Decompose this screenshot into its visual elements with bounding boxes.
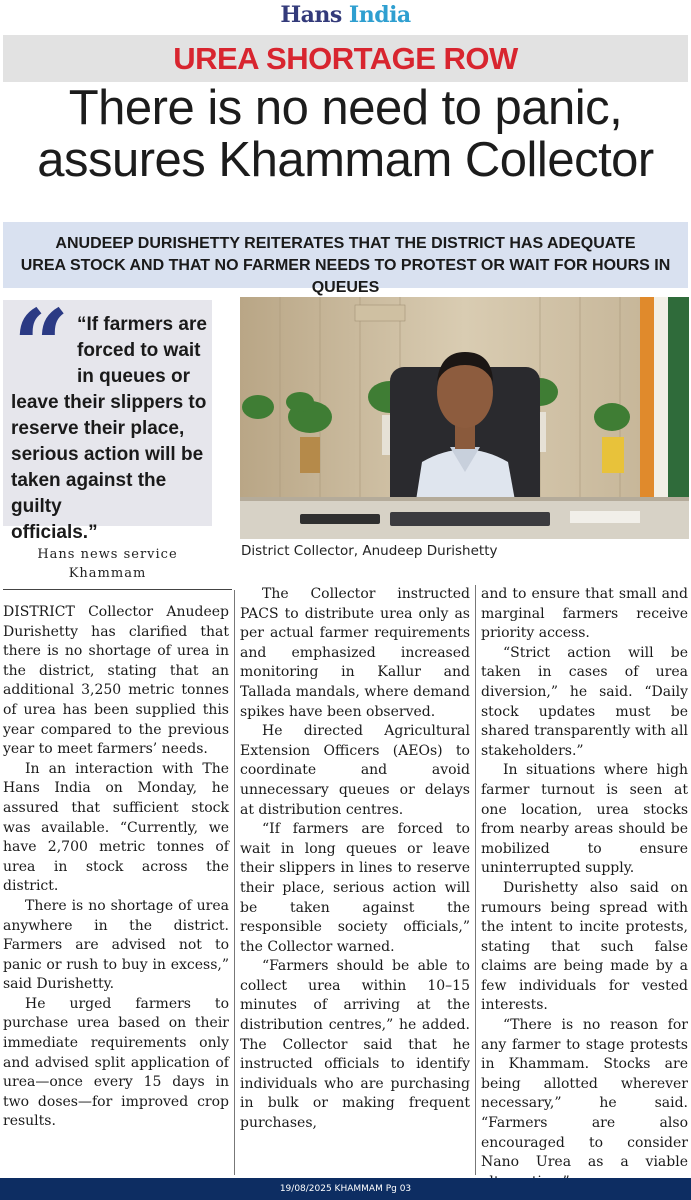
collector-photo-illustration — [240, 297, 689, 539]
pull-quote-box — [3, 289, 212, 543]
collector-photo[interactable] — [240, 297, 689, 539]
article-paragraph: DISTRICT Collector Anudeep Durishetty has clarified that there is no shortage of urea in the district, stating that an additional 3,250 metric tonnes of urea has been supplied this year compared to the previous year to meet farmers’ needs. — [3, 604, 229, 758]
article-column-2 — [240, 585, 470, 1134]
byline-agency: Hans news service — [37, 547, 178, 562]
pull-quote-line: leave their slippers to — [11, 392, 207, 413]
headline-line-2: assures Khammam Collector — [37, 133, 654, 187]
pull-quote-line: in queues or — [77, 366, 190, 387]
byline-place: Khammam — [68, 566, 147, 581]
article-paragraph: The Collector instructed PACS to distribute urea only as per actual farmer requirements and emphasized increased monitoring in Kallur and Tallada mandals, where demand spikes have been observed. — [240, 586, 470, 720]
pull-quote-line: serious action will be — [11, 444, 204, 465]
logo-india: India — [348, 2, 411, 28]
publication-logo[interactable] — [280, 2, 410, 28]
pull-quote-line: “If farmers are — [77, 314, 207, 335]
article-paragraph: “Strict action will be taken in cases of urea diversion,” he said. “Daily stock updates must be shared transparently with all stakeholders.” — [481, 644, 688, 759]
byline-rule — [3, 589, 232, 590]
deck-line-1: ANUDEEP DURISHETTY REITERATES THAT THE DISTRICT HAS ADEQUATE — [55, 235, 636, 252]
headline — [0, 82, 691, 186]
article-paragraph: He urged farmers to purchase urea based on their immediate requirements only and advised split application of urea—once every 15 days in two doses—for improved crop results. — [3, 995, 229, 1130]
pull-quote-line: reserve their place, — [11, 418, 185, 439]
article-paragraph: and to ensure that small and marginal farmers receive priority access. — [481, 586, 688, 642]
page-footer — [0, 1178, 691, 1200]
article-column-3 — [481, 585, 688, 1192]
masthead — [0, 2, 691, 28]
article-paragraph: There is no shortage of urea anywhere in the district. Farmers are advised not to panic or rush to buy in excess,” said Durishetty. — [3, 897, 229, 993]
deck-subheadline — [3, 222, 688, 296]
column-divider — [475, 585, 476, 1175]
article-paragraph: Durishetty also said on rumours being spread with the intent to incite protests, stating that such false claims are being made by a few individuals for vested interests. — [481, 879, 688, 1014]
column-divider — [234, 590, 235, 1175]
byline — [3, 545, 212, 583]
pull-quote-line: forced to wait — [77, 340, 201, 361]
article-paragraph: “Farmers should be able to collect urea within 10–15 minutes of arriving at the distribution centres,” he added. The Collector said that he instructed officials to identify individuals who are purchasing in bulk or making frequent purchases, — [240, 958, 470, 1132]
article-paragraph: In an interaction with The Hans India on Monday, he assured that sufficient stock was available. “Currently, we have 2,700 metric tonnes of urea in stock across the district. — [3, 760, 229, 895]
article-paragraph: He directed Agricultural Extension Officers (AEOs) to coordinate and avoid unnecessary queues or delays at distribution centres. — [240, 723, 470, 818]
article-paragraph: “There is no reason for any farmer to stage protests in Khammam. Stocks are being allotted wherever necessary,” he said. “Farmers are also encouraged to consider Nano Urea as a viable — [481, 1017, 688, 1171]
kicker-banner — [3, 35, 688, 82]
article-paragraph: “If farmers are forced to wait in long queues or leave their slippers in lines to reserve their place, serious action will be taken against the responsible society officials,” the Collector warned. — [240, 821, 470, 955]
pull-quote-line: taken against the guilty — [11, 470, 167, 517]
deck-line-2: UREA STOCK AND THAT NO FARMER NEEDS TO PROTEST OR WAIT FOR HOURS IN QUEUES — [20, 257, 671, 296]
article-paragraph: In situations where high farmer turnout is seen at one location, urea stocks from nearby areas should be mobilized to ensure uninterrupted supply. — [481, 762, 688, 877]
pull-quote-text — [11, 312, 207, 546]
pull-quote-line: officials.” — [11, 522, 98, 543]
headline-line-1: There is no need to panic, — [68, 81, 623, 135]
footer-date-edition: 19/08/2025 KHAMMAM Pg 03 — [279, 1184, 412, 1194]
quote-mark-icon: “ — [13, 289, 70, 404]
article-column-1 — [3, 603, 229, 1132]
kicker-text: UREA SHORTAGE ROW — [173, 41, 518, 76]
logo-hans: Hans — [280, 2, 342, 28]
photo-caption: District Collector, Anudeep Durishetty — [241, 543, 498, 559]
